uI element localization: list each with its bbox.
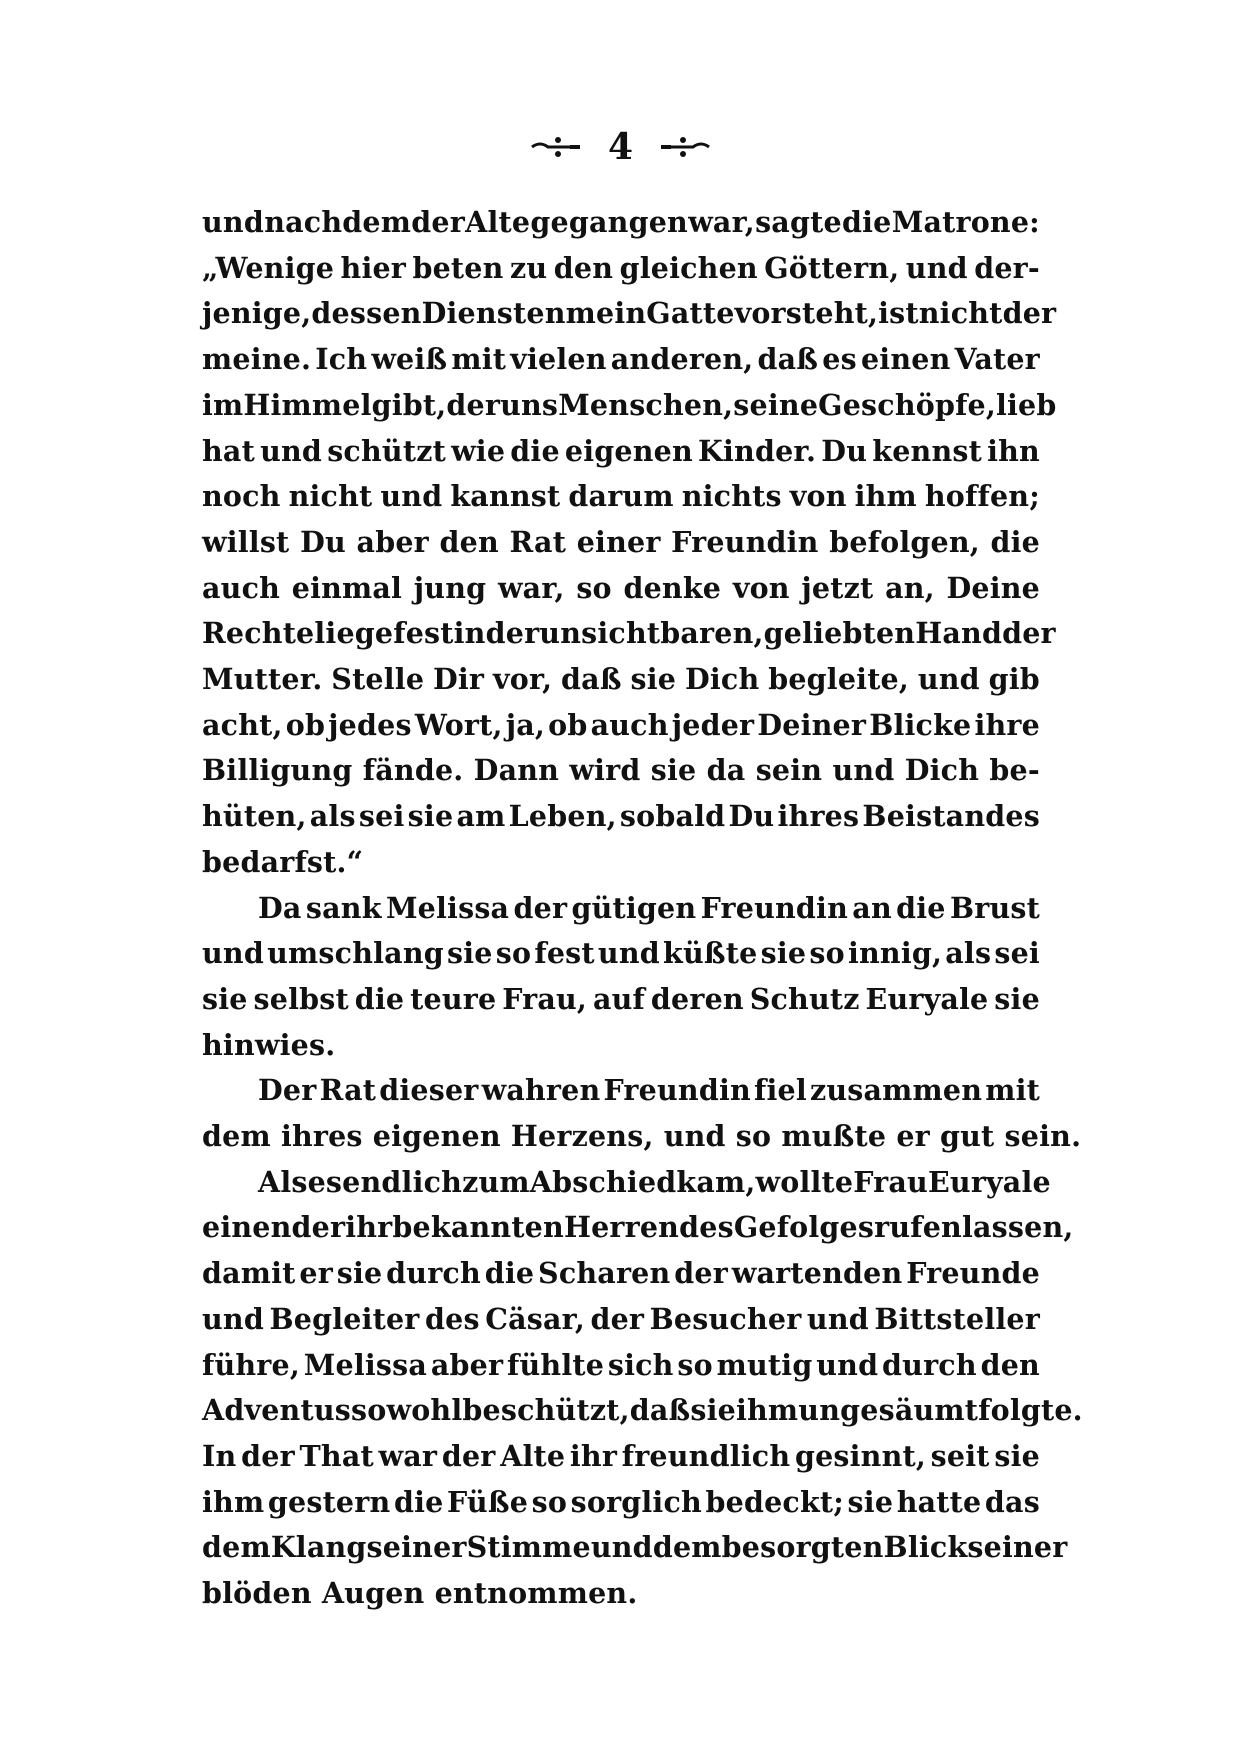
text-line: jenige, dessen Diensten mein Gatte vorsteht, ist nicht der: [202, 296, 1057, 331]
text-line: hat und schützt wie die eigenen Kinder. Du kennst ihn: [202, 433, 1040, 468]
text-line: im Himmel gibt, der uns Menschen, seine Geschöpfe, lieb: [202, 387, 1057, 422]
text-line: dem ihres eigenen Herzens, und so mußte er gut sein.: [202, 1119, 1082, 1154]
text-line: Da sank Melissa der gütigen Freundin an die Brust: [258, 890, 1040, 925]
text-line: auch einmal jung war, so denke von jetzt an, Deine: [202, 570, 1040, 605]
text-line: und Begleiter des Cäsar, der Besucher und Bittsteller: [202, 1301, 1040, 1336]
text-line: Rechte liege fest in der unsichtbaren, geliebten Hand der: [202, 616, 1056, 651]
body-text: [202, 200, 1083, 1617]
text-line: damit er sie durch die Scharen der wartenden Freunde: [202, 1256, 1040, 1291]
text-line: einen der ihr bekannten Herren des Gefolges rufen lassen,: [202, 1210, 1074, 1245]
text-line: In der That war der Alte ihr freundlich gesinnt, seit sie: [202, 1438, 1040, 1473]
text-line: führe, Melissa aber fühlte sich so mutig und durch den: [202, 1347, 1040, 1382]
text-line: sie selbst die teure Frau, auf deren Schutz Euryale sie: [202, 981, 1040, 1016]
text-line: blöden Augen entnommen.: [202, 1576, 638, 1611]
text-line: Als es endlich zum Abschied kam, wollte Frau Euryale: [258, 1164, 1051, 1199]
text-line: Adventus so wohl beschützt, daß sie ihm ungesäumt folgte.: [202, 1393, 1083, 1428]
text-line: hüten, als sei sie am Leben, sobald Du ihres Beistandes: [202, 799, 1040, 834]
text-line: acht, ob jedes Wort, ja, ob auch jeder Deiner Blicke ihre: [202, 707, 1040, 742]
paragraph: [202, 1160, 1083, 1617]
ornament-right-icon: [655, 135, 711, 159]
text-line: meine. Ich weiß mit vielen anderen, daß es einen Vater: [202, 342, 1040, 377]
paragraph: [202, 886, 1040, 1069]
page-number: 4: [607, 126, 634, 168]
paragraph: [202, 200, 1057, 886]
page-header: [0, 122, 1241, 172]
paragraph: [202, 1068, 1082, 1159]
text-line: und umschlang sie so fest und küßte sie so innig, als sei: [202, 936, 1040, 971]
ornament-left-icon: [530, 135, 586, 159]
text-line: ihm gestern die Füße so sorglich bedeckt; sie hatte das: [202, 1484, 1040, 1519]
text-line: willst Du aber den Rat einer Freundin befolgen, die: [202, 524, 1040, 559]
text-line: „Wenige hier beten zu den gleichen Göttern, und der-: [202, 250, 1040, 285]
text-line: Billigung fände. Dann wird sie da sein und Dich be-: [202, 753, 1040, 788]
text-line: und nachdem der Alte gegangen war, sagte die Matrone:: [202, 205, 1040, 239]
text-line: dem Klang seiner Stimme und dem besorgten Blick seiner: [202, 1530, 1068, 1565]
text-line: Mutter. Stelle Dir vor, daß sie Dich begleite, und gib: [202, 662, 1040, 697]
text-line: Der Rat dieser wahren Freundin fiel zusammen mit: [258, 1073, 1040, 1108]
text-line: noch nicht und kannst darum nichts von ihm hoffen;: [202, 479, 1040, 514]
text-line: hinwies.: [202, 1027, 336, 1062]
text-line: bedarfst.“: [202, 844, 364, 879]
